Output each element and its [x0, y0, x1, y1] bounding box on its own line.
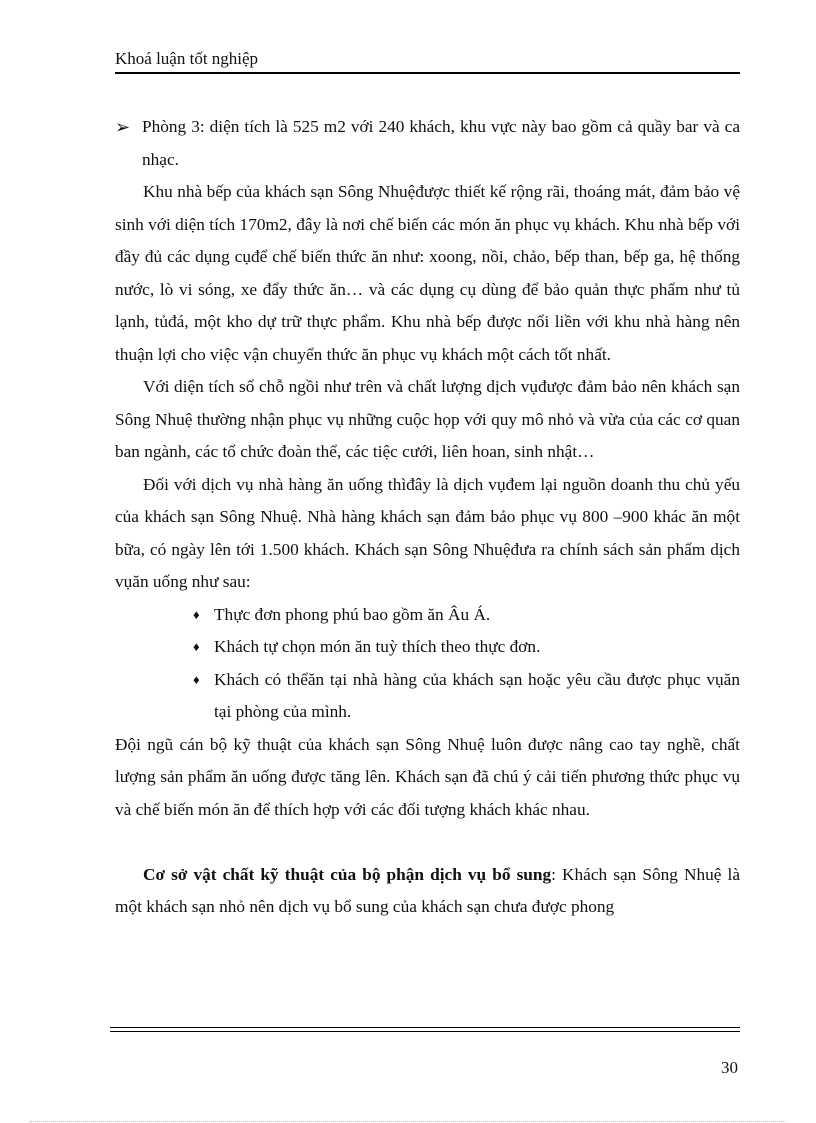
room-3-item: [115, 111, 740, 176]
list-item: [115, 664, 740, 729]
arrow-bullet-icon: ➢: [115, 117, 131, 137]
list-item: [115, 599, 740, 632]
diamond-bullet-icon: ♦: [193, 606, 200, 622]
footer-divider-top: [110, 1027, 740, 1028]
capacity-paragraph: Với diện tích số chỗ ngồi như trên và chất lượng dịch vụđược đảm bảo nên khách sạn Sông Nhuệ thường nhận phục vụ những cuộc họp với quy mô nhỏ và vừa của các cơ quan ban ngành, các tổ chức đoàn thể, các tiệc cưới, liên hoan, sinh nhật…: [115, 377, 740, 461]
list-item-text: Thực đơn phong phú bao gồm ăn Âu Á.: [214, 604, 491, 624]
service-policy-list: [115, 599, 740, 729]
list-item-text: Khách tự chọn món ăn tuỳ thích theo thực đơn.: [214, 637, 541, 656]
header-divider: [115, 72, 740, 74]
list-item: [115, 631, 740, 664]
diamond-bullet-icon: ♦: [193, 639, 200, 654]
paragraph-spacer: [115, 826, 740, 859]
footer-divider-bottom: [110, 1031, 740, 1032]
document-body: [115, 111, 740, 924]
supplementary-text: : Khách sạn Sông Nhuệ là một khách sạn nhỏ nên dịch vụ bổ sung của khách sạn chưa được phong: [115, 864, 740, 916]
list-item-text: Khách có thểăn tại nhà hàng của khách sạn hoặc yêu cầu được phục vụăn tại phòng của mình.: [214, 669, 740, 721]
supplementary-paragraph: [115, 859, 740, 924]
running-header: Khoá luận tốt nghiệp: [115, 49, 259, 68]
restaurant-paragraph: Đối với dịch vụ nhà hàng ăn uống thìđây là dịch vụđem lại nguồn doanh thu chủ yếu của khách sạn Sông Nhuệ. Nhà hàng khách sạn đảm bảo phục vụ 800 –900 khác ăn một bữa, có ngày lên tới 1.500 khách. Khách sạn Sông Nhuệđưa ra chính sách sản phẩm dịch vụăn uống như sau:: [115, 474, 740, 591]
page-number: 30: [721, 1058, 738, 1077]
room-3-text: Phòng 3: diện tích là 525 m2 với 240 khách, khu vực này bao gồm cả quầy bar và ca nhạc.: [142, 117, 740, 169]
supplementary-heading: Cơ sở vật chất kỹ thuật của bộ phận dịch vụ bổ sung: [143, 864, 552, 884]
kitchen-paragraph: Khu nhà bếp của khách sạn Sông Nhuệđược thiết kế rộng rãi, thoáng mát, đảm bảo vệ sinh với diện tích 170m2, đây là nơi chế biến các món ăn phục vụ khách. Khu nhà bếp với đầy đủ các dụng cụđể chế biến thức ăn như: xoong, nồi, chảo, bếp than, bếp ga, hệ thống nước, lò vi sóng, xe đẩy thức ăn… và các dụng cụ dùng để bảo quản thực phẩm như tủ lạnh, tủđá, một kho dự trữ thực phẩm. Khu nhà bếp được nối liền với khu nhà hàng nên thuận lợi cho việc vận chuyển thức ăn phục vụ khách một cách tốt nhất.: [115, 182, 740, 364]
page-edge-dotted-line: [30, 1121, 786, 1122]
staff-paragraph: Đội ngũ cán bộ kỹ thuật của khách sạn Sông Nhuệ luôn được nâng cao tay nghề, chất lượng sản phẩm ăn uống được tăng lên. Khách sạn đã chú ý cải tiến phương thức phục vụ và chế biến món ăn để thích hợp với các đối tượng khách khác nhau.: [115, 734, 740, 819]
diamond-bullet-icon: ♦: [193, 671, 200, 687]
